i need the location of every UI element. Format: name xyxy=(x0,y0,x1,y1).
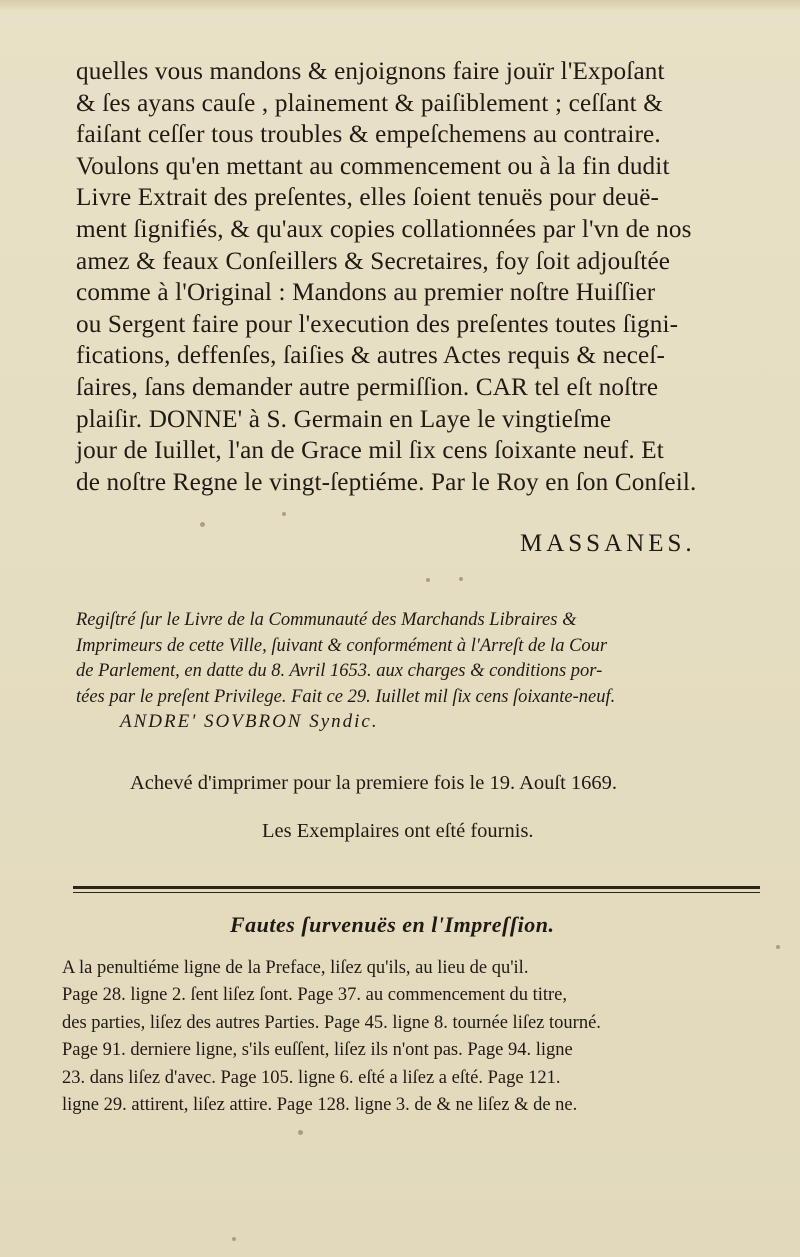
errata-line: des parties, liſez des autres Parties. Page 45. ligne 8. tournée liſez tourné. xyxy=(62,1012,601,1033)
errata-line: 23. dans liſez d'avec. Page 105. ligne 6. eſté a liſez a eſté. Page 121. xyxy=(62,1067,561,1088)
body-line: jour de Iuillet, l'an de Grace mil ſix cens ſoixante neuf. Et xyxy=(76,437,664,465)
copies-note: Les Exemplaires ont eſté fournis. xyxy=(262,820,534,842)
errata-line: A la penultiéme ligne de la Preface, liſez qu'ils, au lieu de qu'il. xyxy=(62,958,529,978)
foxing-spot xyxy=(282,512,286,516)
body-line: ou Sergent faire pour l'execution des preſentes toutes ſigni- xyxy=(76,310,679,338)
body-line: Livre Extrait des preſentes, elles ſoient tenuës pour deuë- xyxy=(76,184,660,212)
syndic-signature: ANDRE' SOVBRON Syndic. xyxy=(120,711,379,732)
registration-note xyxy=(76,608,788,710)
registre-line: Regiſtré ſur le Livre de la Communauté des Marchands Libraires & xyxy=(76,610,577,630)
errata-line: Page 28. ligne 2. ſent liſez ſont. Page 37. au commencement du titre, xyxy=(62,985,568,1006)
foxing-spot xyxy=(232,1237,236,1241)
body-line: amez & feaux Conſeillers & Secretaires, foy ſoit adjouſtée xyxy=(76,247,671,275)
foxing-spot xyxy=(426,578,430,582)
registre-line: tées par le preſent Privilege. Fait ce 29. Iuillet mil ſix cens ſoixante-neuf. xyxy=(76,686,616,707)
errata-line: ligne 29. attirent, liſez attire. Page 128. ligne 3. de & ne liſez & de ne. xyxy=(62,1095,578,1116)
double-rule-thick xyxy=(73,886,760,889)
body-line: comme à l'Original : Mandons au premier noſtre Huiſſier xyxy=(76,279,656,307)
body-line: quelles vous mandons & enjoignons faire jouïr l'Expoſant xyxy=(76,58,665,85)
foxing-spot xyxy=(776,945,780,949)
foxing-spot xyxy=(459,577,463,581)
body-line: fications, deffenſes, ſaiſies & autres Actes requis & neceſ- xyxy=(76,342,666,370)
body-line: faiſant ceſſer tous troubles & empeſchemens au contraire. xyxy=(76,121,661,149)
registre-line: de Parlement, en datte du 8. Avril 1653. aux charges & conditions por- xyxy=(76,661,603,681)
signature-massanes: MASSANES. xyxy=(520,530,696,557)
page-edge xyxy=(0,0,800,10)
errata-line: Page 91. derniere ligne, s'ils euſſent, liſez ils n'ont pas. Page 94. ligne xyxy=(62,1040,573,1061)
body-line: Voulons qu'en mettant au commencement ou à la fin dudit xyxy=(76,152,670,180)
body-line: ment ſignifiés, & qu'aux copies collationnées par l'vn de nos xyxy=(76,215,692,243)
body-line: plaiſir. DONNE' à S. Germain en Laye le vingtieſme xyxy=(76,405,612,433)
errata-title: Fautes ſurvenuës en l'Impreſſion. xyxy=(230,912,555,937)
privilege-text xyxy=(76,56,788,498)
registre-line: Imprimeurs de cette Ville, ſuivant & conformément à l'Arreſt de la Cour xyxy=(76,635,608,656)
errata-list xyxy=(62,955,784,1119)
body-line: de noſtre Regne le vingt-ſeptiéme. Par le Roy en ſon Conſeil. xyxy=(76,468,697,496)
body-line: & ſes ayans cauſe , plainement & paiſiblement ; ceſſant & xyxy=(76,89,663,117)
foxing-spot xyxy=(200,522,205,527)
printing-completed-note: Achevé d'imprimer pour la premiere fois le 19. Aouſt 1669. xyxy=(130,772,618,794)
foxing-spot xyxy=(298,1130,303,1135)
body-line: ſaires, ſans demander autre permiſſion. CAR tel eſt noſtre xyxy=(76,373,659,401)
double-rule-thin xyxy=(73,892,760,893)
